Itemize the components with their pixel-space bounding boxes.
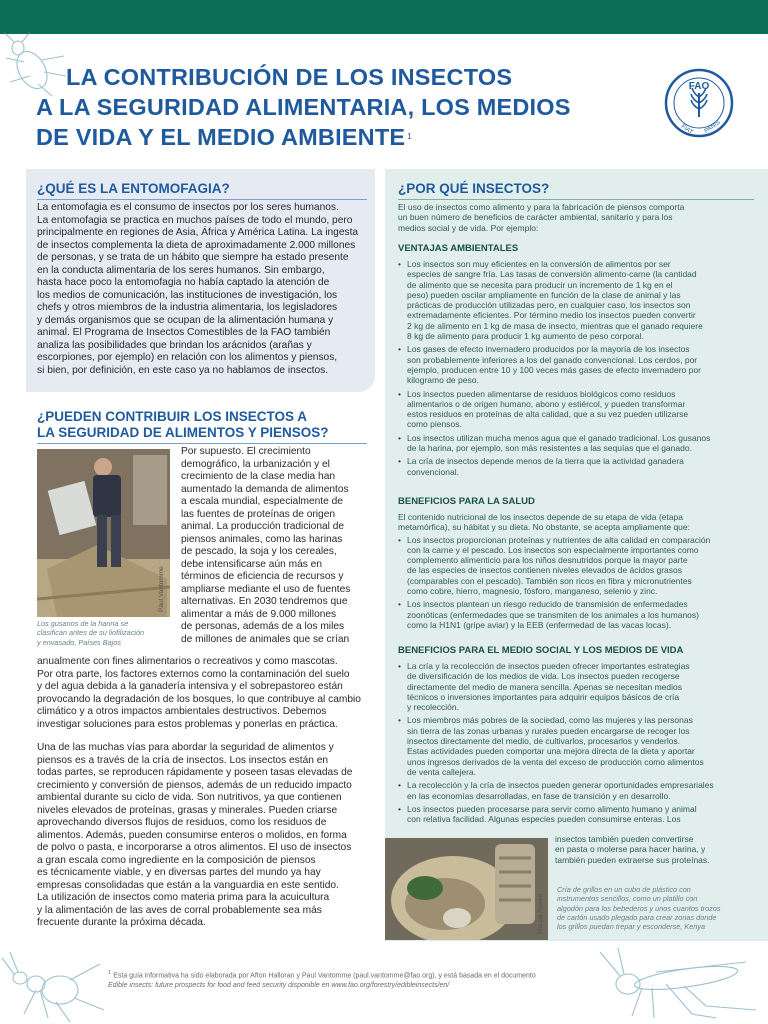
contribuir-para2 xyxy=(37,742,352,930)
cricket-caption xyxy=(557,885,720,931)
health-intro-line: metamórfica), su hábitat y su dieta. No obstante, se acepta ampliamente que: xyxy=(398,522,690,533)
entomofagia-line: los medios de comunicación, las instituciones de investigación, los xyxy=(37,289,338,301)
bullet-line: • Los miembros más pobres de la sociedad, como las mujeres y las personas xyxy=(407,715,693,726)
contribuir-line: es técnicamente viable, y en diversas partes del mundo ya hay xyxy=(37,867,321,878)
bullet-line: convencional. xyxy=(407,466,459,477)
health-heading: BENEFICIOS PARA LA SALUD xyxy=(398,496,535,507)
bullet-line: • La cría de insectos depende menos de la tierra que la actividad ganadera xyxy=(407,456,684,467)
entomofagia-line: La entomofagia es el consumo de insectos por los seres humanos. xyxy=(37,202,339,213)
bullet-line: de venta callejera. xyxy=(407,766,476,777)
contribuir-line: alimentar a más de 9.000 millones xyxy=(181,608,337,620)
bullet-line: • La recolección y la cría de insectos pueden generar oportunidades empresariales xyxy=(407,780,714,791)
footnote-text: Esta guía informativa ha sido elaborada por Afton Halloran y Paul Vantomme (paul.vantomme@fao.org), y está basada en el documento xyxy=(113,972,536,980)
bullet-line: alimentarios o de origen humano, abono y estiércol, y pueden transformar xyxy=(407,398,686,409)
contribuir-heading xyxy=(37,409,329,441)
bullet-line: unos ingresos derivados de la venta del exceso de producción como alimentos xyxy=(407,756,704,767)
contribuir-line: provocando la degradación de los bosques, lo que contribuye al cambio xyxy=(37,693,361,705)
contribuir-line: Por supuesto. El crecimiento xyxy=(181,446,311,457)
bullet-line: • Los gases de efecto invernadero producidos por la mayoría de los insectos xyxy=(407,344,690,355)
contribuir-line: niveles elevados de proteínas, grasas y minerales. Pueden criarse xyxy=(37,804,338,816)
environmental-heading: VENTAJAS AMBIENTALES xyxy=(398,243,519,254)
contribuir-line: Una de las muchas vías para abordar la seguridad de alimentos y xyxy=(37,742,334,753)
health-intro-line: El contenido nutricional de los insectos depende de su etapa de vida (etapa xyxy=(398,512,683,522)
bullet-line: insectos también pueden convertirse xyxy=(555,834,694,844)
bullet-line: zoonóticas (enfermedades que se transmiten de los animales a los humanos) xyxy=(407,609,699,620)
entomofagia-line: en la conducta alimentaria de los seres humanos. Sin embargo, xyxy=(37,264,325,276)
bullet-line: estos residuos en proteínas de alta calidad, que a su vez pueden utilizarse xyxy=(407,409,689,420)
contribuir-line: a escala mundial, especialmente de xyxy=(181,496,343,507)
bullet-line: prácticas de producción utilizadas pero, en cualquier caso, los insectos son xyxy=(407,300,691,311)
caption-line: Cría de grillos en un cubo de plástico con xyxy=(557,885,691,894)
mealworm-photo-credit: Paul Vantomme xyxy=(158,566,165,612)
contribuir-line: de polvo o pasta, e incorporarse a otros alimentos. El uso de insectos xyxy=(37,842,352,853)
caption-line: instrumentos sencillos, como un platillo con xyxy=(557,894,698,904)
bullet-line: • Los insectos pueden alimentarse de residuos biológicos como residuos xyxy=(407,388,676,399)
health-section xyxy=(398,512,710,630)
caption-line: algodón para los bebederos y unos cuantos trozos xyxy=(557,903,721,913)
contribuir-line: las fuentes de proteínas de origen xyxy=(181,508,336,520)
bullet-line: de la harina, por ejemplo, son más resistentes a las sequías que el ganado. xyxy=(407,443,692,454)
list-item xyxy=(398,259,710,341)
bullet-line: • Los insectos plantean un riesgo reducido de transmisión de enfermedades xyxy=(407,599,688,610)
intro-line: medios social y de vida. Por ejemplo: xyxy=(398,222,539,233)
contribuir-line: alternativas. En 2030 tendremos que xyxy=(181,596,348,607)
footnote xyxy=(108,968,536,991)
entomofagia-rule xyxy=(37,199,367,200)
ant-icon xyxy=(0,940,110,1024)
social-heading: BENEFICIOS PARA EL MEDIO SOCIAL Y LOS MEDIOS DE VIDA xyxy=(398,645,684,656)
intro-line: un buen número de beneficios de carácter ambiental, sanitario y para los xyxy=(398,212,673,223)
grasshopper-icon xyxy=(596,944,768,1024)
bullet-line: • Los insectos utilizan mucha menos agua que el ganado tradicional. Los gusanos xyxy=(407,432,711,443)
cricket-photo-credit: Marcel Ayieko xyxy=(537,893,544,934)
contribuir-line: y la alimentación de las aves de corral probablemente sea más xyxy=(37,904,322,916)
contribuir-side-text xyxy=(181,446,350,646)
cricket-photo xyxy=(385,838,548,940)
contribuir-line: ampliarse mediante el uso de fuentes xyxy=(181,583,351,595)
bullet-line: con la carne y el pescado. Los insectos son especialmente importantes como xyxy=(407,544,699,555)
list-item xyxy=(398,433,710,454)
list-item xyxy=(398,344,710,385)
contribuir-line: La utilización de insectos como materia prima para la acuicultura xyxy=(37,892,330,903)
bullet-line: directamente del medio de manera sencilla. Apenas se necesitan medios xyxy=(407,681,682,692)
bullet-line: en pasta o molerse para hacer harina, y xyxy=(555,844,706,855)
entomofagia-line: escorpiones, por ejemplo) en relación con los alimentos y piensos, xyxy=(37,352,338,363)
bullet-line: en las economías desarrolladas, en fase de transición y en desarrollo. xyxy=(407,790,671,801)
bullet-line: 8 kg de alimento para producir 1 kg aumento de peso corporal. xyxy=(407,331,644,342)
contribuir-line: crecimiento y conversión de piensos, además de un reducido impacto xyxy=(37,779,352,791)
bullet-line: • Los insectos pueden procesarse para servir como alimento humano y animal xyxy=(407,803,697,814)
bullet-line: ejemplo, producen entre 10 y 100 veces más gases de efecto invernadero por xyxy=(407,364,701,375)
page-title xyxy=(36,62,656,152)
bullet-line: • Los insectos son muy eficientes en la conversión de alimentos por ser xyxy=(407,259,671,269)
bullet-line: extremadamente eficientes. Por término medio los insectos pueden convertir xyxy=(407,310,696,321)
contribuir-line: de millones de animales que se crían xyxy=(181,633,350,645)
contribuir-line: investigar soluciones para estos problemas y ponerlas en práctica. xyxy=(37,718,338,730)
contribuir-line: aumentado la demanda de alimentos xyxy=(181,483,349,495)
fao-logo-text: FAO xyxy=(688,81,710,92)
title-line-2: A LA SEGURIDAD ALIMENTARIA, LOS MEDIOS xyxy=(36,94,571,120)
list-item xyxy=(398,780,714,801)
bullet-line: con relativa facilidad. Algunas especies pueden consumirse enteras. Los xyxy=(407,814,681,825)
list-item xyxy=(398,389,710,430)
contribuir-line: de personas, además de a los miles xyxy=(181,621,345,632)
contribuir-line: debe intensificarse aún más en xyxy=(181,558,323,570)
contribuir-heading-line: ¿PUEDEN CONTRIBUIR LOS INSECTOS A xyxy=(37,409,308,424)
bullet-line: como la H1N1 (gripe aviar) y la EEB (enfermedad de las vacas locas). xyxy=(407,619,672,630)
bullet-line: sin tierra de las zonas urbanas y rurales pueden encargarse de recoger los xyxy=(407,725,690,736)
contribuir-line: todas partes, se reproducen rápidamente y poseen tasas elevadas de xyxy=(37,767,353,778)
contribuir-line: climático y a otros impactos ambientales destructivos. Debemos xyxy=(37,706,327,717)
contribuir-rule xyxy=(37,443,367,444)
top-bar xyxy=(0,0,768,34)
contribuir-line: demográfico, la urbanización y el xyxy=(181,458,330,470)
mealworm-caption xyxy=(37,619,144,647)
bullet-line: especies de sangre fría. Las tasas de conversión alimento-carne (la cantidad xyxy=(407,269,697,280)
contribuir-line: y del agua debida a la ganadería intensiva y el sobrepastoreo están xyxy=(37,681,343,692)
contribuir-line: términos de eficiencia de recursos y xyxy=(181,571,344,582)
entomofagia-line: principalmente en regiones de Asia, África y América Latina. La ingesta xyxy=(37,227,359,238)
social-last-bullet-side xyxy=(555,834,710,865)
bullet-line: y recolección. xyxy=(407,702,459,713)
list-item xyxy=(398,535,710,597)
bullet-line: son probablemente inferiores a los del ganado convencional. Los cerdos, por xyxy=(407,354,698,365)
fao-logo xyxy=(663,67,735,139)
contribuir-full-text xyxy=(37,656,361,731)
bullet-line: como piensos. xyxy=(407,419,462,430)
list-item xyxy=(398,715,714,777)
mealworm-photo xyxy=(37,449,170,617)
entomofagia-line: si bien, por definición, en este caso ya no hablamos de insectos. xyxy=(37,364,329,376)
fao-logo-panis: PANIS xyxy=(703,119,722,135)
intro-line: El uso de insectos como alimento y para la fabricación de piensos comporta xyxy=(398,202,685,212)
contribuir-line: empresas consolidadas que están a la vanguardia en este sentido. xyxy=(37,879,339,891)
footnote-mark: 1 xyxy=(108,970,112,976)
contribuir-line: de pescado, la soja y los cereales, xyxy=(181,546,337,557)
contribuir-line: alimentos. Además, pueden consumirse enteros o molidos, en forma xyxy=(37,829,347,841)
list-item xyxy=(398,661,714,712)
caption-line: Los gusanos de la harina se xyxy=(37,619,129,628)
contribuir-line: a gran escala como ingrediente en la composición de piensos xyxy=(37,854,316,866)
title-line-1: LA CONTRIBUCIÓN DE LOS INSECTOS xyxy=(66,64,513,90)
bullet-line: como cobre, hierro, magnesio, fósforo, manganeso, selenio y zinc. xyxy=(407,586,658,597)
entomofagia-line: chefs y otros miembros de la industria alimentaria, los legisladores xyxy=(37,302,338,313)
footnote-line: Edible insects: future prospects for food and feed security disponible en www.fao.org/forestry/edibleinsects/en/ xyxy=(108,982,450,990)
contribuir-line: anualmente con fines alimentarios o recreativos y como mascotas. xyxy=(37,656,338,667)
caption-line: de cartón usado plegado para crear zonas donde xyxy=(557,912,717,922)
entomofagia-line: de personas, y se trata de un hábito que siempre ha estado presente xyxy=(37,252,349,263)
social-list xyxy=(398,661,714,824)
bullet-line: de alimento que se necesita para producir un incremento de 1 kg en el xyxy=(407,279,673,290)
list-item xyxy=(398,456,710,477)
title-footnote-mark: 1 xyxy=(407,132,412,141)
contribuir-line: crecimiento de la clase media han xyxy=(181,471,336,482)
bullet-line: • La cría y la recolección de insectos pueden ofrecer importantes estrategias xyxy=(407,661,690,671)
bullet-line: Estas actividades pueden comportar una mejora directa de la dieta y aportar xyxy=(407,746,695,757)
environmental-list xyxy=(398,259,710,477)
entomofagia-line: analiza las posibilidades que brindan los arácnidos (arañas y xyxy=(37,339,312,351)
bullet-line: complemento alimenticio para los niños desnutridos porque la mayor parte xyxy=(407,555,688,566)
entomofagia-line: de insectos complementa la dieta de aproximadamente 2.000 millones xyxy=(37,239,356,251)
entomofagia-line: animal. El Programa de Insectos Comestibles de la FAO también xyxy=(37,327,331,338)
footnote-line xyxy=(108,968,536,981)
entomofagia-line: hasta hace poco la entomofagia no había captado la atención de xyxy=(37,277,330,288)
contribuir-line: piensos animales, como las harinas xyxy=(181,533,343,545)
list-item xyxy=(398,804,714,825)
fao-logo-fiat: FIAT xyxy=(679,123,694,136)
bullet-line: kilogramo de peso. xyxy=(407,375,479,386)
contribuir-heading-line: LA SEGURIDAD DE ALIMENTOS Y PIENSOS? xyxy=(37,425,329,440)
entomofagia-line: y demás organismos que se ocupan de la alimentación humana y xyxy=(37,314,334,326)
contribuir-line: piensos es a través de la cría de insectos. Los insectos están en xyxy=(37,754,329,766)
why-insects-heading: ¿POR QUÉ INSECTOS? xyxy=(398,181,550,196)
caption-line: los grillos puedan trepar y esconderse, Kenya xyxy=(557,922,706,932)
bullet-line: técnicos o inversiones importantes para adquirir equipos básicos de cría xyxy=(407,691,680,702)
entomofagia-line: La entomofagia se practica en muchos países de todo el mundo, pero xyxy=(37,214,353,226)
bullet-line: también pueden extraerse sus proteínas. xyxy=(555,854,710,865)
entomofagia-heading: ¿QUÉ ES LA ENTOMOFAGIA? xyxy=(37,181,230,196)
entomofagia-text xyxy=(37,202,358,377)
caption-line: y envasado, Países Bajos xyxy=(37,637,121,647)
why-insects-rule xyxy=(398,199,754,200)
why-insects-intro xyxy=(398,202,684,233)
bullet-line: 2 kg de alimento en 1 kg de masa de insecto, mientras que el ganado requiere xyxy=(407,320,703,331)
bullet-line: de diversificación de los medios de vida. Los insectos pueden recogerse xyxy=(407,671,680,682)
list-item xyxy=(398,599,710,630)
bullet-line: (comparables con el pescado). También son ricos en fibra y micronutrientes xyxy=(407,575,692,586)
title-line-3: DE VIDA Y EL MEDIO AMBIENTE $^1$ xyxy=(36,124,412,150)
contribuir-line: Por otra parte, los factores externos como la contaminación del suelo xyxy=(37,668,350,680)
contribuir-line: ambiental durante su ciclo de vida. Son nutritivos, ya que contienen xyxy=(37,792,342,803)
contribuir-line: frecuente durante la próxima década. xyxy=(37,917,206,928)
bullet-line: • Los insectos proporcionan proteínas y nutrientes de alta calidad en comparación xyxy=(407,534,711,545)
contribuir-line: aprovechando diversos flujos de residuos, como los residuos de xyxy=(37,817,327,828)
bullet-line: de las especies de insectos contienen niveles elevados de ácidos grasos xyxy=(407,565,683,576)
bullet-line: peso) pueden oscilar ampliamente en función de la clase de animal y las xyxy=(407,289,681,300)
caption-line: clasifican antes de su liofilización xyxy=(37,628,145,638)
bullet-line: insectos directamente del medio, de cultivarlos, procesarlos y venderlos. xyxy=(407,736,681,747)
contribuir-line: animal. La producción tradicional de xyxy=(181,521,345,532)
